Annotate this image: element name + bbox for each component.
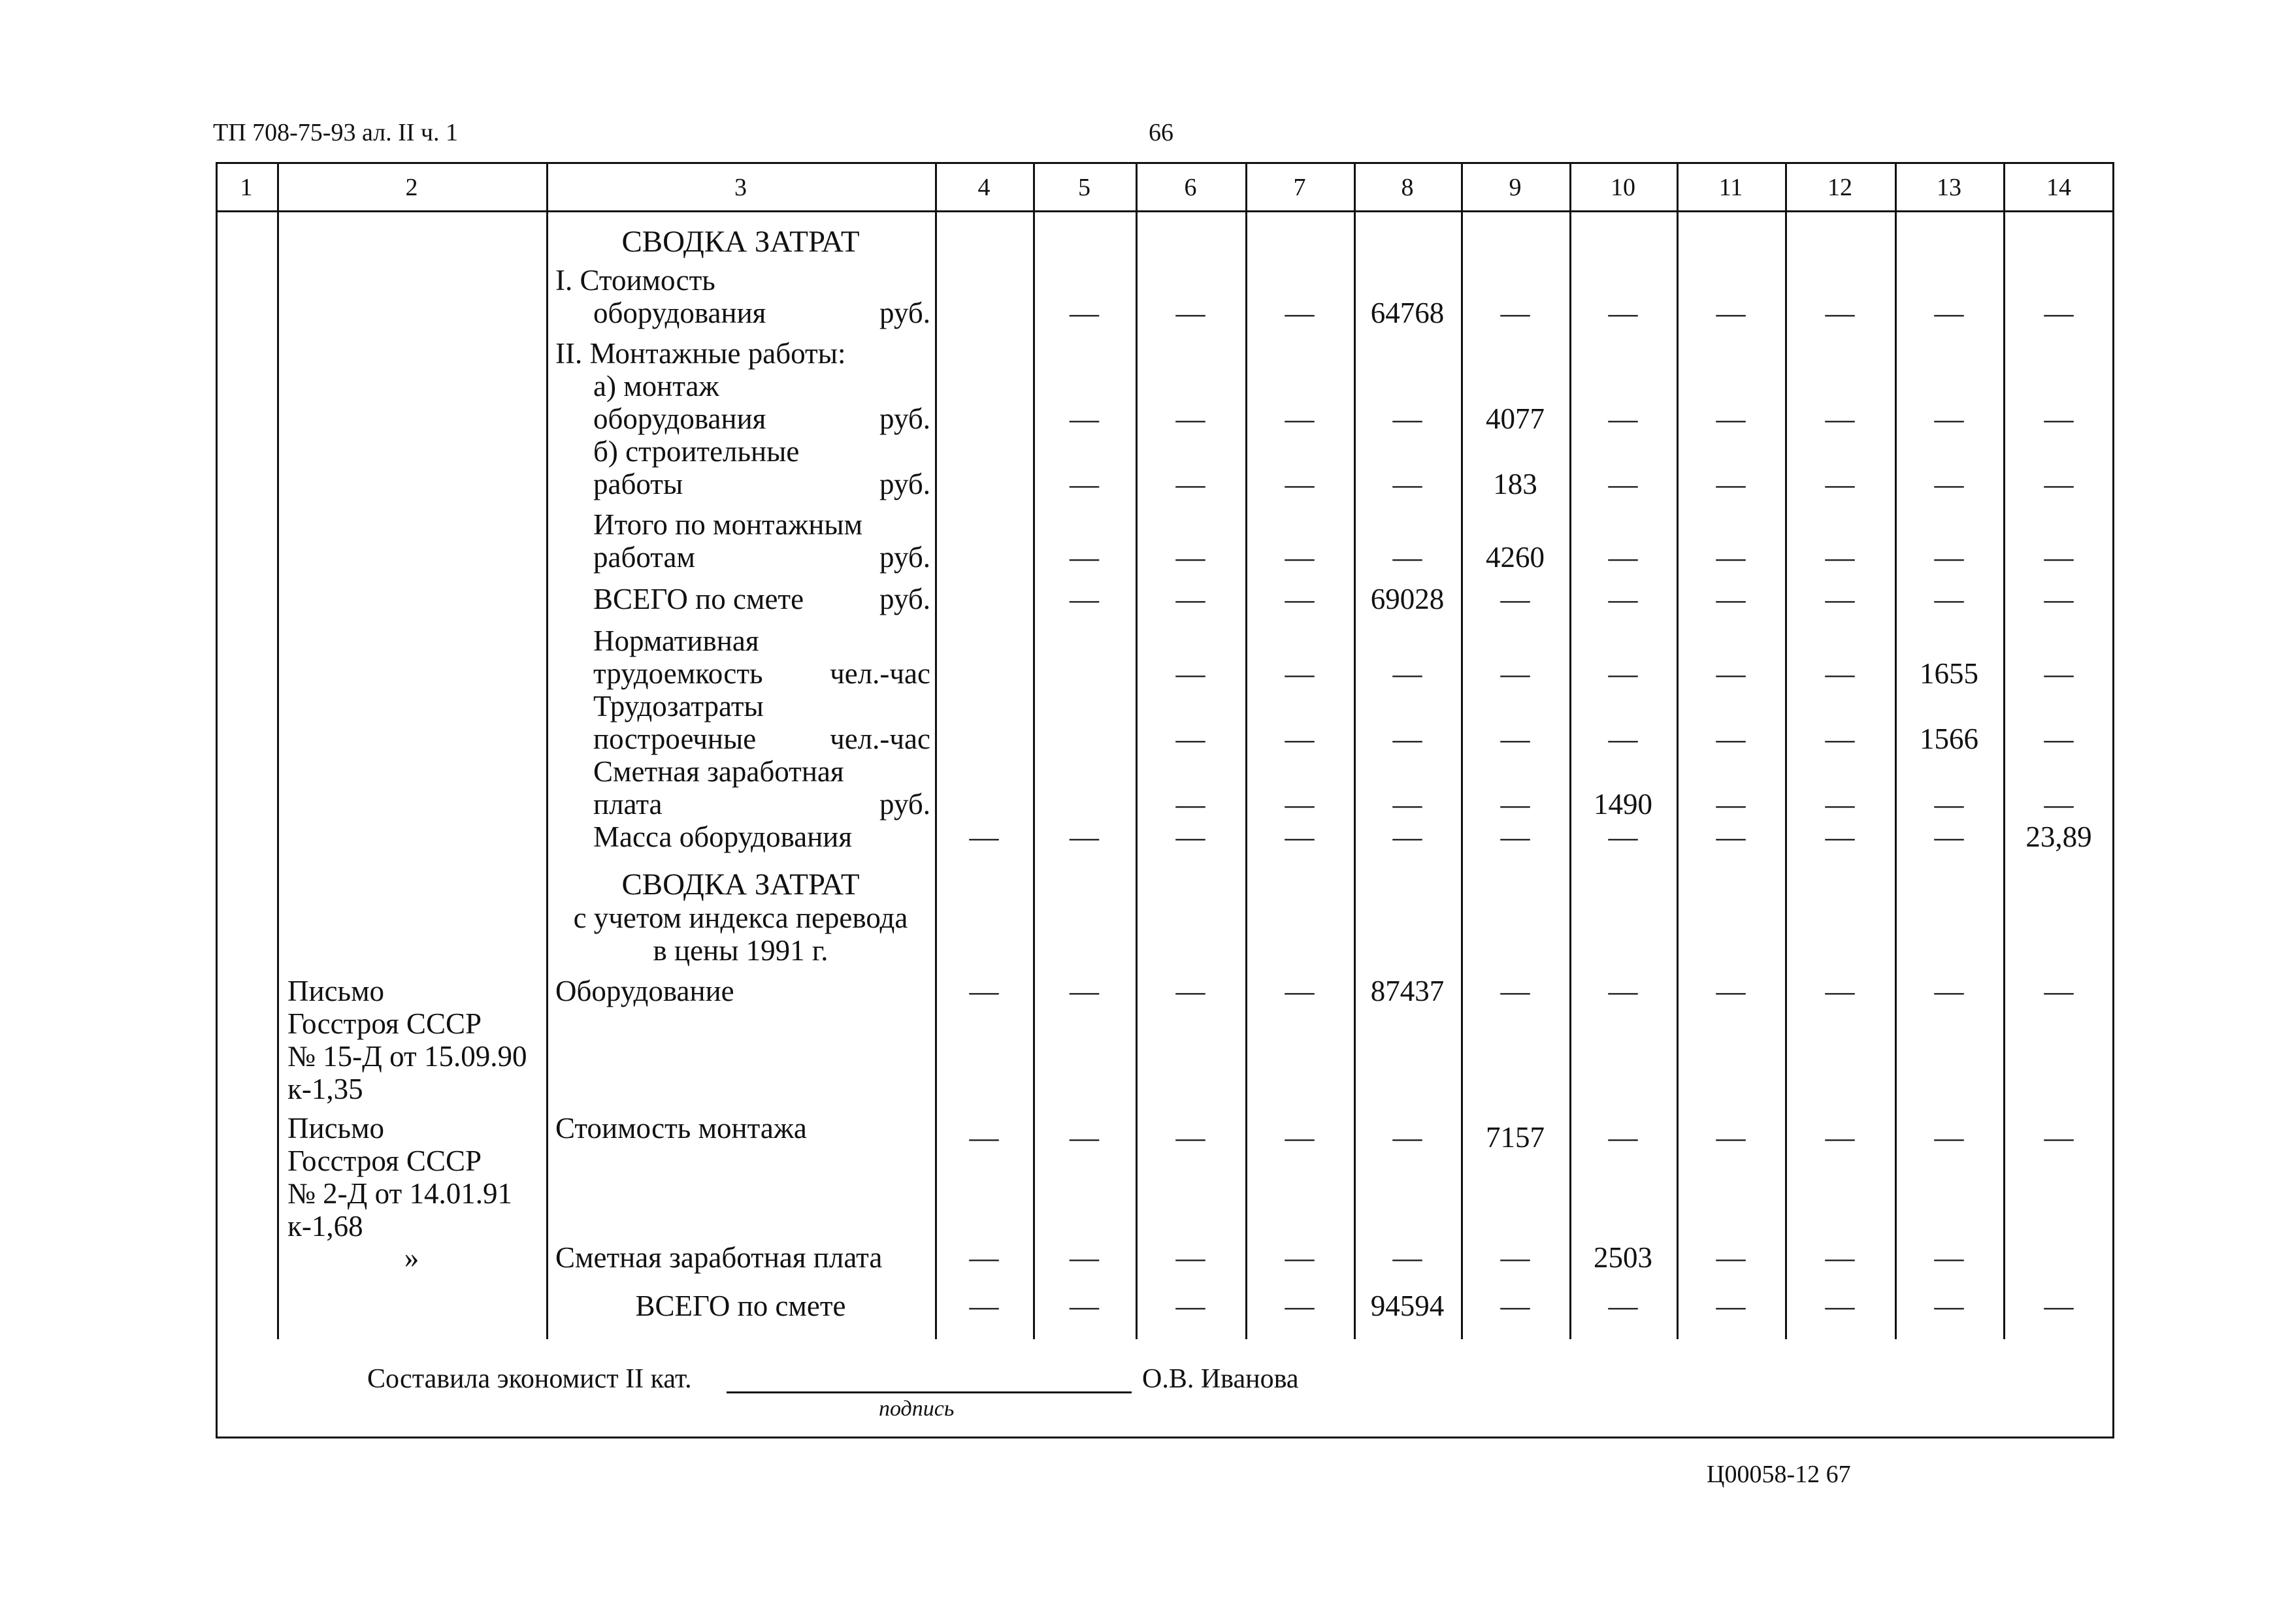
dash-cell: — bbox=[1608, 1121, 1638, 1154]
col-divider-3 bbox=[935, 162, 937, 1339]
dash-cell: — bbox=[1285, 402, 1315, 435]
row-label: работы bbox=[593, 468, 683, 500]
dash-cell: — bbox=[1070, 541, 1099, 574]
summary-title-1991: СВОДКА ЗАТРАТ bbox=[621, 868, 860, 901]
compiler-name: О.В. Иванова bbox=[1142, 1364, 1299, 1394]
dash-cell: — bbox=[1175, 297, 1205, 329]
dash-cell: — bbox=[1175, 788, 1205, 820]
row-label: оборудования bbox=[593, 297, 766, 329]
dash-cell: — bbox=[969, 820, 999, 853]
summary-title: СВОДКА ЗАТРАТ bbox=[621, 225, 860, 259]
source-document: к-1,35 bbox=[287, 1073, 363, 1105]
dash-cell: — bbox=[969, 975, 999, 1007]
unit-label: руб. bbox=[879, 788, 930, 820]
page-number: 66 bbox=[1149, 119, 1173, 146]
dash-cell: — bbox=[1392, 820, 1422, 853]
dash-cell: — bbox=[1392, 723, 1422, 755]
row-label: построечные bbox=[593, 723, 757, 755]
dash-cell: — bbox=[1608, 297, 1638, 329]
dash-cell: — bbox=[1175, 820, 1205, 853]
dash-cell: — bbox=[1825, 583, 1855, 615]
section-label: II. Монтажные работы: bbox=[555, 337, 846, 370]
source-document: Госстроя СССР bbox=[287, 1145, 482, 1177]
column-number: 2 bbox=[405, 174, 418, 201]
dash-cell: — bbox=[1070, 1241, 1099, 1274]
dash-cell: — bbox=[1285, 657, 1315, 690]
dash-cell: — bbox=[1825, 402, 1855, 435]
column-number: 13 bbox=[1937, 174, 1961, 201]
row-label: Трудозатраты bbox=[593, 690, 764, 723]
dash-cell: — bbox=[1070, 1121, 1099, 1154]
cell-value: 87437 bbox=[1370, 975, 1445, 1007]
dash-cell: — bbox=[1608, 541, 1638, 574]
column-number: 7 bbox=[1293, 174, 1306, 201]
dash-cell: — bbox=[969, 1290, 999, 1322]
dash-cell: — bbox=[1175, 975, 1205, 1007]
dash-cell: — bbox=[1500, 820, 1530, 853]
dash-cell: — bbox=[1825, 541, 1855, 574]
dash-cell: — bbox=[1392, 402, 1422, 435]
dash-cell: — bbox=[1070, 297, 1099, 329]
dash-cell: — bbox=[1716, 723, 1746, 755]
dash-cell: — bbox=[1608, 975, 1638, 1007]
column-number: 4 bbox=[977, 174, 991, 201]
row-label: а) монтаж bbox=[593, 370, 719, 402]
dash-cell: — bbox=[1716, 1241, 1746, 1274]
dash-cell: — bbox=[1608, 820, 1638, 853]
dash-cell: — bbox=[1608, 657, 1638, 690]
ditto-mark: » bbox=[404, 1241, 419, 1274]
dash-cell: — bbox=[1392, 1121, 1422, 1154]
dash-cell: — bbox=[1716, 788, 1746, 820]
dash-cell: — bbox=[1285, 1241, 1315, 1274]
dash-cell: — bbox=[1934, 541, 1964, 574]
column-number: 8 bbox=[1401, 174, 1414, 201]
source-document: № 2-Д от 14.01.91 bbox=[287, 1177, 512, 1210]
document-code: ТП 708-75-93 ал. II ч. 1 bbox=[213, 119, 459, 146]
dash-cell: — bbox=[1175, 468, 1205, 500]
cell-value: 23,89 bbox=[2025, 820, 2092, 853]
dash-cell: — bbox=[1934, 1290, 1964, 1322]
dash-cell: — bbox=[1716, 1121, 1746, 1154]
row-label: оборудования bbox=[593, 402, 766, 435]
dash-cell: — bbox=[1825, 975, 1855, 1007]
dash-cell: — bbox=[2044, 583, 2074, 615]
source-document: к-1,68 bbox=[287, 1210, 363, 1242]
dash-cell: — bbox=[1825, 297, 1855, 329]
dash-cell: — bbox=[1285, 820, 1315, 853]
dash-cell: — bbox=[1285, 1121, 1315, 1154]
unit-label: руб. bbox=[879, 402, 930, 435]
column-number: 5 bbox=[1078, 174, 1090, 201]
dash-cell: — bbox=[1175, 657, 1205, 690]
dash-cell: — bbox=[1934, 820, 1964, 853]
dash-cell: — bbox=[1934, 975, 1964, 1007]
dash-cell: — bbox=[1070, 975, 1099, 1007]
dash-cell: — bbox=[1175, 1290, 1205, 1322]
signature-line bbox=[727, 1391, 1132, 1393]
row-label: Оборудование bbox=[555, 975, 734, 1007]
footer-code: Ц00058-12 67 bbox=[1707, 1461, 1851, 1488]
col-divider-2 bbox=[546, 162, 548, 1339]
dash-cell: — bbox=[2044, 297, 2074, 329]
dash-cell: — bbox=[1175, 402, 1205, 435]
row-label: Сметная заработная плата bbox=[555, 1241, 883, 1274]
dash-cell: — bbox=[1175, 1241, 1205, 1274]
dash-cell: — bbox=[1500, 297, 1530, 329]
dash-cell: — bbox=[1500, 583, 1530, 615]
col-divider-4 bbox=[1033, 162, 1035, 1339]
dash-cell: — bbox=[1285, 297, 1315, 329]
column-number: 9 bbox=[1509, 174, 1522, 201]
source-document: № 15-Д от 15.09.90 bbox=[287, 1040, 527, 1073]
dash-cell: — bbox=[1500, 1290, 1530, 1322]
summary-subtitle: в цены 1991 г. bbox=[653, 934, 828, 967]
unit-label: чел.-час bbox=[830, 723, 930, 755]
dash-cell: — bbox=[1608, 468, 1638, 500]
dash-cell: — bbox=[1608, 1290, 1638, 1322]
dash-cell: — bbox=[1500, 975, 1530, 1007]
dash-cell: — bbox=[2044, 788, 2074, 820]
column-number: 14 bbox=[2046, 174, 2071, 201]
cell-value: 7157 bbox=[1486, 1121, 1545, 1154]
dash-cell: — bbox=[1070, 402, 1099, 435]
column-number: 10 bbox=[1611, 174, 1635, 201]
summary-subtitle: с учетом индекса перевода bbox=[573, 901, 908, 934]
row-label: работам bbox=[593, 541, 695, 574]
source-document: Госстроя СССР bbox=[287, 1007, 482, 1040]
dash-cell: — bbox=[2044, 723, 2074, 755]
row-label: I. Стоимость bbox=[555, 264, 715, 297]
dash-cell: — bbox=[1175, 541, 1205, 574]
dash-cell: — bbox=[1716, 657, 1746, 690]
unit-label: руб. bbox=[879, 583, 930, 615]
dash-cell: — bbox=[2044, 657, 2074, 690]
dash-cell: — bbox=[1500, 657, 1530, 690]
dash-cell: — bbox=[1716, 541, 1746, 574]
row-label: Нормативная bbox=[593, 625, 759, 657]
dash-cell: — bbox=[1608, 723, 1638, 755]
column-header-rule bbox=[216, 210, 2114, 212]
dash-cell: — bbox=[1175, 1121, 1205, 1154]
dash-cell: — bbox=[1608, 402, 1638, 435]
dash-cell: — bbox=[1716, 468, 1746, 500]
unit-label: руб. bbox=[879, 541, 930, 574]
row-label: плата bbox=[593, 788, 663, 820]
dash-cell: — bbox=[1392, 657, 1422, 690]
row-label: б) строительные bbox=[593, 435, 800, 468]
dash-cell: — bbox=[2044, 975, 2074, 1007]
cell-value: 2503 bbox=[1594, 1241, 1652, 1274]
dash-cell: — bbox=[2044, 541, 2074, 574]
dash-cell: — bbox=[1285, 541, 1315, 574]
row-label: Стоимость монтажа bbox=[555, 1112, 807, 1145]
row-label: Итого по монтажным bbox=[593, 508, 863, 541]
dash-cell: — bbox=[1716, 402, 1746, 435]
cell-value: 4260 bbox=[1486, 541, 1545, 574]
dash-cell: — bbox=[1500, 1241, 1530, 1274]
dash-cell: — bbox=[1825, 1241, 1855, 1274]
dash-cell: — bbox=[1500, 788, 1530, 820]
unit-label: руб. bbox=[879, 468, 930, 500]
source-document: Письмо bbox=[287, 1112, 385, 1145]
dash-cell: — bbox=[1716, 297, 1746, 329]
dash-cell: — bbox=[1392, 468, 1422, 500]
row-label: Сметная заработная bbox=[593, 755, 844, 788]
compiled-by-label: Составила экономист II кат. bbox=[367, 1364, 692, 1394]
dash-cell: — bbox=[1392, 541, 1422, 574]
column-number: 11 bbox=[1718, 174, 1743, 201]
dash-cell: — bbox=[1934, 583, 1964, 615]
row-label: Масса оборудования bbox=[593, 820, 853, 853]
dash-cell: — bbox=[1716, 583, 1746, 615]
dash-cell: — bbox=[1825, 657, 1855, 690]
dash-cell: — bbox=[1070, 820, 1099, 853]
dash-cell: — bbox=[1716, 820, 1746, 853]
cell-value: 4077 bbox=[1486, 402, 1545, 435]
dash-cell: — bbox=[1716, 1290, 1746, 1322]
dash-cell: — bbox=[1934, 1241, 1964, 1274]
cell-value: 183 bbox=[1493, 468, 1537, 500]
dash-cell: — bbox=[1934, 1121, 1964, 1154]
dash-cell: — bbox=[1825, 788, 1855, 820]
dash-cell: — bbox=[1070, 583, 1099, 615]
dash-cell: — bbox=[1175, 583, 1205, 615]
column-number: 1 bbox=[240, 174, 253, 201]
column-number: 6 bbox=[1184, 174, 1197, 201]
cell-value: 94594 bbox=[1370, 1290, 1445, 1322]
cell-value: 1655 bbox=[1920, 657, 1978, 690]
dash-cell: — bbox=[1934, 788, 1964, 820]
dash-cell: — bbox=[2044, 1121, 2074, 1154]
dash-cell: — bbox=[1392, 1241, 1422, 1274]
cell-value: 64768 bbox=[1370, 297, 1445, 329]
dash-cell: — bbox=[1070, 468, 1099, 500]
dash-cell: — bbox=[1285, 468, 1315, 500]
dash-cell: — bbox=[969, 1121, 999, 1154]
signature-caption: подпись bbox=[879, 1397, 955, 1421]
row-label: ВСЕГО по смете bbox=[593, 583, 804, 615]
row-label: трудоемкость bbox=[593, 657, 763, 690]
cell-value: 1566 bbox=[1920, 723, 1978, 755]
column-number: 12 bbox=[1827, 174, 1852, 201]
dash-cell: — bbox=[1500, 723, 1530, 755]
dash-cell: — bbox=[1825, 723, 1855, 755]
dash-cell: — bbox=[2044, 1290, 2074, 1322]
dash-cell: — bbox=[1285, 1290, 1315, 1322]
dash-cell: — bbox=[1175, 723, 1205, 755]
cell-value: 69028 bbox=[1370, 583, 1445, 615]
unit-label: руб. bbox=[879, 297, 930, 329]
dash-cell: — bbox=[1285, 583, 1315, 615]
source-document: Письмо bbox=[287, 975, 385, 1007]
dash-cell: — bbox=[1825, 468, 1855, 500]
dash-cell: — bbox=[1392, 788, 1422, 820]
dash-cell: — bbox=[2044, 402, 2074, 435]
dash-cell: — bbox=[1934, 402, 1964, 435]
dash-cell: — bbox=[1285, 723, 1315, 755]
dash-cell: — bbox=[1285, 788, 1315, 820]
dash-cell: — bbox=[1825, 1290, 1855, 1322]
row-label: ВСЕГО по смете bbox=[635, 1290, 846, 1322]
dash-cell: — bbox=[1070, 1290, 1099, 1322]
dash-cell: — bbox=[1608, 583, 1638, 615]
dash-cell: — bbox=[1716, 975, 1746, 1007]
unit-label: чел.-час bbox=[830, 657, 930, 690]
dash-cell: — bbox=[1285, 975, 1315, 1007]
dash-cell: — bbox=[969, 1241, 999, 1274]
dash-cell: — bbox=[1934, 468, 1964, 500]
column-number: 3 bbox=[734, 174, 747, 201]
dash-cell: — bbox=[2044, 468, 2074, 500]
dash-cell: — bbox=[1825, 1121, 1855, 1154]
dash-cell: — bbox=[1934, 297, 1964, 329]
dash-cell: — bbox=[1825, 820, 1855, 853]
cell-value: 1490 bbox=[1594, 788, 1652, 820]
